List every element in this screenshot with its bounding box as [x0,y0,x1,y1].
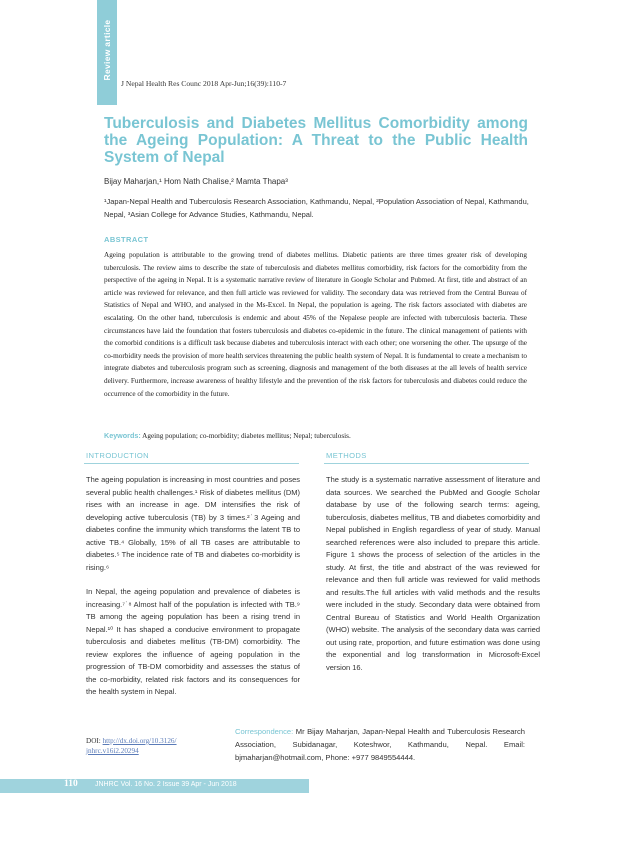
introduction-divider [84,463,299,464]
introduction-column [86,474,300,711]
article-title: Tuberculosis and Diabetes Mellitus Comorbidity among the Ageing Population: A Threat to the Public Health System of Nepal [104,115,528,166]
abstract-heading: ABSTRACT [104,235,149,244]
methods-paragraph-1: The study is a systematic narrative assessment of literature and data sources. We searched the PubMed and Google Scholar database by use of the following search terms: ageing, tuberculosis, diabetes mellitus, TB and diabetes comorbidity and Nepal published in English regardless of year of study. Manual searched references were also included to prepare this article. Figure 1 shows the process of selection of the articles in the study. At first, the title and abstract of the was reviewed for relevance and then full article was reviewed for valid methods and results.The full articles with valid methods and the results were included in the study. Secondary data were obtained from Central Bureau of Statistics and World Health Organization (WHO) website. The analysis of the secondary data was carried out using rate, proportion, and future estimation was done using the exponential and log transformation in Microsoft-Excel version 16. [326,475,540,672]
doi-link[interactable]: http://dx.doi.org/10.3126/ [102,737,177,745]
journal-reference: J Nepal Health Res Counc 2018 Apr-Jun;16(39):110-7 [121,79,287,88]
introduction-heading: INTRODUCTION [86,451,150,460]
correspondence-text: Mr Bijay Maharjan, Japan-Nepal Health and Tuberculosis Research Association, Subidanagar, Koteshwor, Kathmandu, Nepal. Email: bjmaharjan@hotmail.com, Phone: +977 9849554444. [235,727,525,762]
correspondence-block [235,725,525,764]
keywords-label: Keywords: [104,431,141,440]
correspondence-label: Correspondence: [235,727,294,736]
introduction-paragraph-2: In Nepal, the ageing population and prevalence of diabetes is increasing.⁷˙⁸ Almost half of the population is infected with TB.⁹ TB among the ageing population has been a rising trend in Nepal.¹⁰ It has shaped a conducive environment to propagate tuberculosis and diabetes mellitus (TB-DM) comorbidity. The review explores the influence of ageing population in the progression of TB-DM comorbidity and assesses the status of the co-morbidity, related risk factors and its consequences for the health system in Nepal. [86,587,300,696]
methods-divider [324,463,529,464]
page-number: 110 [64,779,78,789]
doi-label: DOI: [86,737,101,745]
doi-link-continued[interactable]: jnhrc.v16i2.20294 [86,746,139,755]
introduction-paragraph-1: The ageing population is increasing in most countries and poses several public health challenges.¹ Risk of diabetes mellitus (DM) rises with an increase in age. DM intensifies the risk of developing active tuberculosis (TB) by 3 times.²˙3 Ageing and diabetes confine the immunity which transforms the latent TB to active TB.⁴ Globally, 15% of all TB cases are attributable to diabetes.⁵ The incidence rate of TB and diabetes co-morbidity is rising.⁶ [86,475,300,572]
doi-block [86,737,177,756]
keywords-text: Ageing population; co-morbidity; diabetes mellitus; Nepal; tuberculosis. [142,432,351,440]
footer-journal-ref: JNHRC Vol. 16 No. 2 Issue 39 Apr - Jun 2018 [95,781,237,788]
methods-heading: METHODS [326,451,367,460]
methods-column [326,474,540,686]
affiliations: ¹Japan-Nepal Health and Tuberculosis Research Association, Kathmandu, Nepal, ²Population Association of Nepal, Kathmandu, Nepal, ³Asian College for Advance Studies, Kathmandu, Nepal. [104,197,529,219]
abstract-text: Ageing population is attributable to the growing trend of diabetes mellitus. Diabetic patients are three times greater risk of developing tuberculosis. The review aims to describe the state of tuberculosis and diabetes mellitus comorbidity, risk factors for the comorbidity from the perspective of the ageing in Nepal. It is a systematic narrative review of literature in Google Scholar and Pubmed. At first, title and abstract of an article was reviewed for relevance, and then full article was reviewed for validity. The secondary data was retrieved from the Central Bureau of Statistics of Nepal and WHO, and analysed in the Ms-Excel. In Nepal, the population is ageing. The risk factors associated with diabetes are escalating. On the other hand, tuberculosis is endemic and about 45% of the Nepalese people are infected with tuberculosis bacteria. These circumstances have laid the foundation that fosters tuberculosis and diabetes co-epidemic in the future. The clinical management of patients with the comorbid conditions is a difficult task because diabetes and tuberculosis interact with each other; one worsening the other. The upsurge of the co-morbidity needs the provision of more health services threatening the public health system of Nepal. It is fundamental to create a mechanism to integrate diabetes and tuberculosis program such as screening, diagnosis and management of the both diseases at the all levels of health service delivery. Furthermore, increase awareness of healthy lifestyle and the prevention of the risk factors for tuberculosis and diabetes could reduce the occurrence of the comorbidity in the future. [104,251,527,398]
keywords-line [104,431,351,440]
article-type-tab [97,0,117,105]
article-type-label: Review article [102,19,112,81]
page-footer [0,779,309,793]
author-list: Bijay Maharjan,¹ Hom Nath Chalise,² Mamta Thapa³ [104,177,288,186]
